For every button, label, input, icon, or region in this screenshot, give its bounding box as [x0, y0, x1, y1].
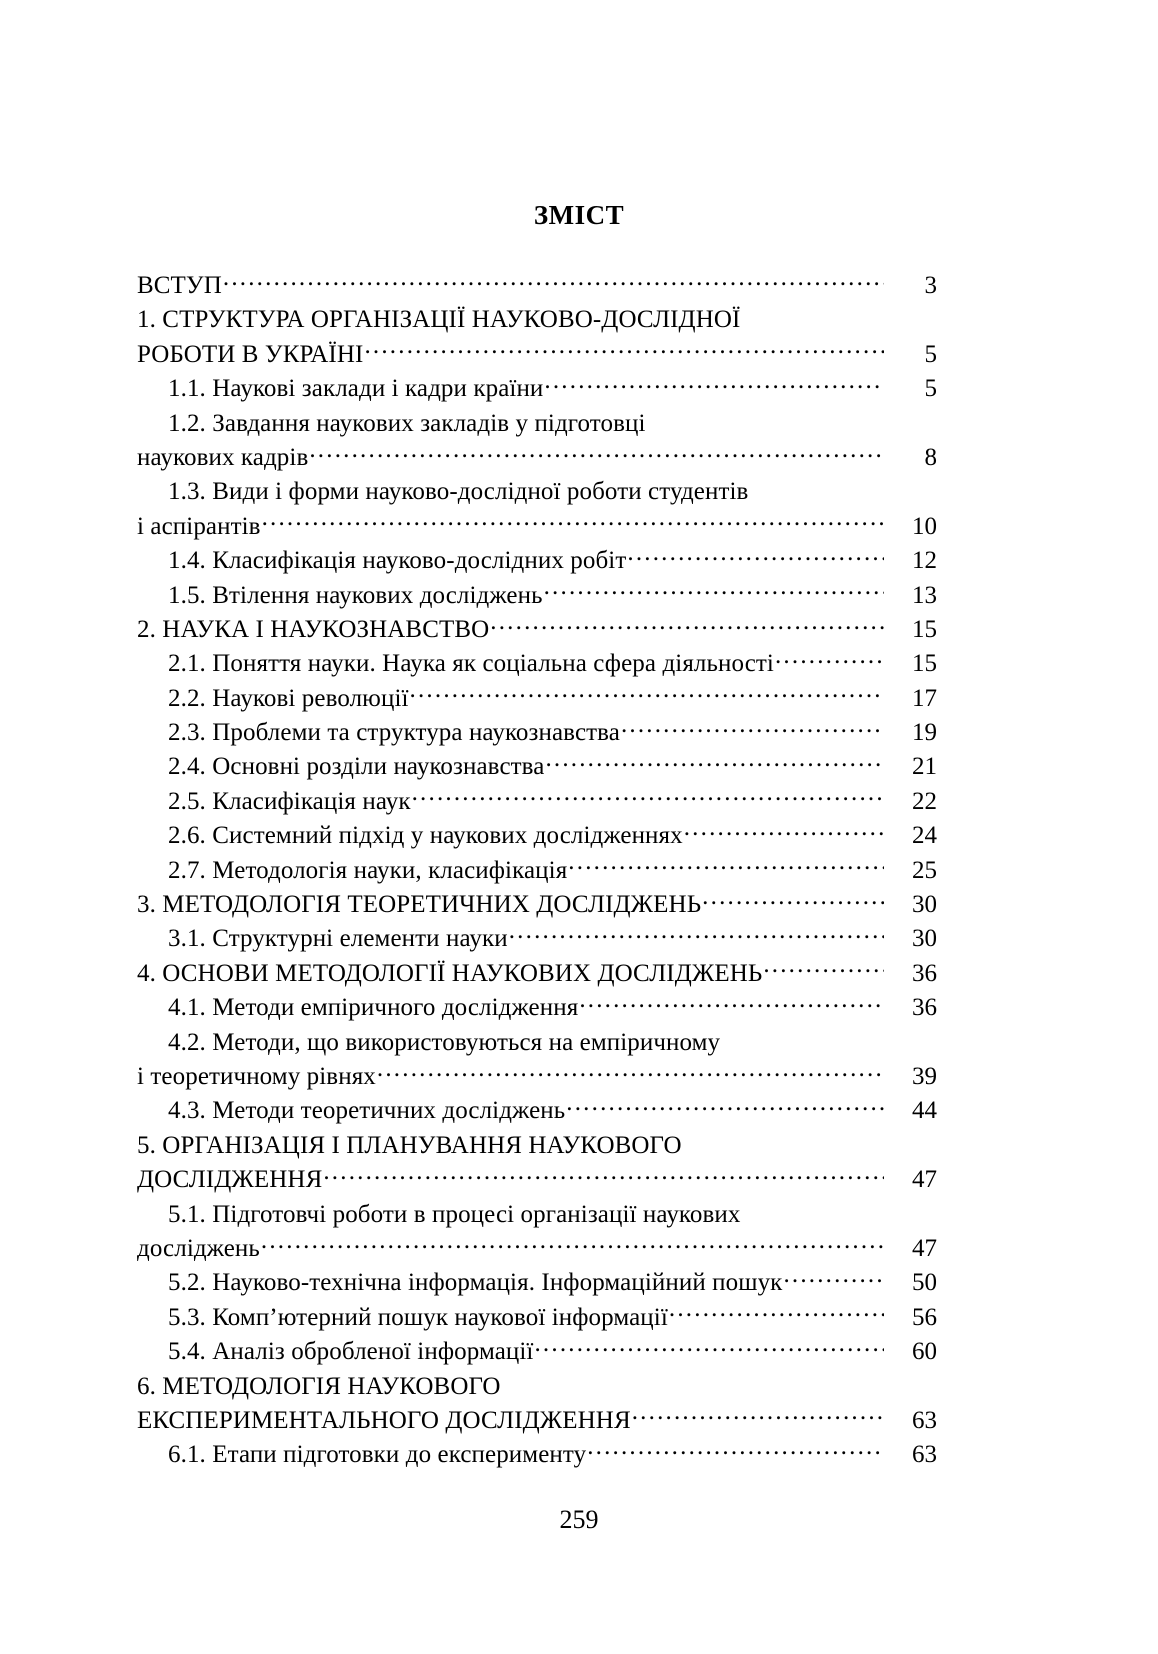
toc-entry-label: 6. МЕТОДОЛОГІЯ НАУКОВОГО: [137, 1372, 501, 1400]
toc-dot-leader: [509, 921, 884, 946]
toc-dot-leader: [410, 681, 884, 706]
toc-entry[interactable]: [137, 474, 937, 508]
toc-entry-page-number: 25: [912, 856, 937, 884]
toc-dot-leader: [545, 749, 884, 774]
toc-dot-leader: [669, 1300, 884, 1325]
toc-dot-leader: [261, 1231, 884, 1256]
table-of-contents: [137, 268, 937, 1472]
toc-dot-leader: [544, 578, 884, 603]
toc-entry-label: 2.2. Наукові революції: [168, 684, 409, 712]
toc-entry-label: РОБОТИ В УКРАЇНІ: [137, 340, 364, 368]
toc-entry-label: ВСТУП: [137, 272, 222, 299]
toc-dot-leader: [627, 543, 884, 568]
toc-entry[interactable]: [137, 715, 937, 749]
toc-dot-leader: [490, 612, 884, 637]
toc-entry[interactable]: [137, 1300, 937, 1334]
toc-dot-leader: [579, 990, 884, 1015]
toc-entry[interactable]: [137, 1403, 937, 1437]
toc-entry-label: 5.2. Науково-технічна інформація. Інформаційний пошук: [168, 1269, 783, 1297]
toc-entry-page-number: 22: [912, 787, 937, 815]
toc-entry[interactable]: [137, 337, 937, 371]
toc-entry[interactable]: [137, 1231, 937, 1265]
toc-entry-label: 4.1. Методи емпіричного дослідження: [168, 994, 579, 1022]
toc-dot-leader: [775, 646, 884, 671]
toc-entry[interactable]: [137, 1197, 937, 1231]
toc-entry-page-number: 3: [924, 272, 937, 299]
toc-entry-page-number: 63: [912, 1406, 937, 1434]
toc-entry[interactable]: [137, 887, 937, 921]
toc-entry-label: і аспірантів: [137, 512, 261, 540]
toc-entry-page-number: 12: [912, 547, 937, 575]
toc-dot-leader: [262, 509, 884, 534]
page-title: ЗМІСТ: [533, 200, 625, 230]
toc-entry-label: 4.2. Методи, що використовуються на емпіричному: [168, 1028, 721, 1056]
toc-dot-leader: [702, 887, 884, 912]
toc-entry-page-number: 19: [912, 719, 937, 747]
toc-entry[interactable]: [137, 268, 937, 302]
toc-entry[interactable]: [137, 1128, 937, 1162]
toc-dot-leader: [309, 440, 884, 465]
toc-entry[interactable]: [137, 990, 937, 1024]
toc-entry-label: 3.1. Структурні елементи науки: [168, 925, 508, 953]
toc-entry-label: наукових кадрів: [137, 443, 309, 471]
toc-entry-page-number: 24: [912, 822, 937, 850]
toc-entry-page-number: 63: [912, 1441, 937, 1469]
toc-entry-label: 1.4. Класифікація науково-дослідних робіт: [168, 547, 627, 575]
toc-entry-label: 5. ОРГАНІЗАЦІЯ І ПЛАНУВАННЯ НАУКОВОГО: [137, 1131, 682, 1159]
toc-entry[interactable]: [137, 784, 937, 818]
toc-entry-label: 2.4. Основні розділи наукознавства: [168, 753, 545, 781]
toc-entry[interactable]: [137, 1369, 937, 1403]
toc-dot-leader: [323, 1162, 884, 1187]
toc-dot-leader: [742, 1197, 885, 1222]
toc-entry-page-number: 5: [924, 340, 937, 368]
toc-entry[interactable]: [137, 440, 937, 474]
toc-entry[interactable]: [137, 646, 937, 680]
toc-entry[interactable]: [137, 921, 937, 955]
toc-entry-label: 2.6. Системний підхід у наукових дослідженнях: [168, 822, 683, 850]
toc-entry[interactable]: [137, 853, 937, 887]
toc-entry-page-number: 30: [912, 891, 937, 919]
toc-dot-leader: [568, 853, 884, 878]
toc-entry-label: і теоретичному рівнях: [137, 1062, 376, 1090]
toc-dot-leader: [412, 784, 884, 809]
toc-entry-label: 5.3. Комп’ютерний пошук наукової інформації: [168, 1303, 668, 1331]
toc-entry-label: 4. ОСНОВИ МЕТОДОЛОГІЇ НАУКОВИХ ДОСЛІДЖЕНЬ: [137, 959, 763, 987]
toc-entry-page-number: 13: [912, 581, 937, 609]
toc-entry[interactable]: [137, 1093, 937, 1127]
toc-entry[interactable]: [137, 1437, 937, 1471]
toc-entry[interactable]: [137, 302, 937, 336]
toc-dot-leader: [632, 1403, 884, 1428]
toc-dot-leader: [749, 474, 884, 499]
toc-dot-leader: [783, 1265, 884, 1290]
toc-entry-page-number: 50: [912, 1269, 937, 1297]
toc-entry-page-number: 10: [912, 512, 937, 540]
toc-entry-page-number: 56: [912, 1303, 937, 1331]
toc-entry[interactable]: [137, 749, 937, 783]
toc-entry[interactable]: [137, 578, 937, 612]
toc-entry-label: 1.2. Завдання наукових закладів у підготовці: [168, 409, 646, 437]
toc-entry-label: 2.7. Методологія науки, класифікація: [168, 856, 568, 884]
toc-entry-page-number: 17: [912, 684, 937, 712]
toc-entry-label: 1.3. Види і форми науково-дослідної роботи студентів: [168, 478, 749, 506]
toc-entry[interactable]: [137, 956, 937, 990]
toc-dot-leader: [721, 1025, 884, 1050]
toc-entry[interactable]: [137, 612, 937, 646]
toc-dot-leader: [377, 1059, 884, 1084]
toc-dot-leader: [683, 1128, 884, 1153]
toc-dot-leader: [647, 406, 884, 431]
toc-entry-page-number: 15: [912, 650, 937, 678]
toc-entry-page-number: 15: [912, 615, 937, 643]
toc-entry-label: 1.1. Наукові заклади і кадри країни: [168, 375, 544, 403]
toc-entry[interactable]: [137, 1334, 937, 1368]
toc-dot-leader: [223, 268, 884, 293]
toc-entry-page-number: 44: [912, 1097, 937, 1125]
toc-dot-leader: [364, 337, 884, 362]
toc-entry-label: 5.4. Аналіз обробленої інформації: [168, 1338, 534, 1366]
toc-entry[interactable]: [137, 1025, 937, 1059]
toc-entry[interactable]: [137, 1265, 937, 1299]
toc-entry-label: ДОСЛІДЖЕННЯ: [137, 1166, 323, 1194]
toc-entry-page-number: 30: [912, 925, 937, 953]
toc-dot-leader: [587, 1437, 884, 1462]
toc-entry-label: 2.3. Проблеми та структура наукознавства: [168, 719, 620, 747]
toc-entry-page-number: 60: [912, 1338, 937, 1366]
footer-page-number: 259: [559, 1505, 599, 1534]
toc-dot-leader: [763, 956, 884, 981]
toc-entry-label: 6.1. Етапи підготовки до експерименту: [168, 1441, 587, 1469]
toc-entry-label: 4.3. Методи теоретичних досліджень: [168, 1097, 566, 1125]
toc-entry-page-number: 39: [912, 1062, 937, 1090]
toc-entry[interactable]: [137, 509, 937, 543]
toc-entry-page-number: 5: [924, 375, 937, 403]
toc-entry-page-number: 36: [912, 994, 937, 1022]
toc-entry-label: 2. НАУКА І НАУКОЗНАВСТВО: [137, 615, 490, 643]
toc-entry-label: досліджень: [137, 1234, 260, 1262]
toc-entry[interactable]: [137, 1162, 937, 1196]
toc-dot-leader: [534, 1334, 884, 1359]
toc-entry-label: 5.1. Підготовчі роботи в процесі організації наукових: [168, 1200, 741, 1228]
toc-entry-page-number: 21: [912, 753, 937, 781]
toc-entry-label: 2.5. Класифікація наук: [168, 787, 411, 815]
toc-entry-page-number: 36: [912, 959, 937, 987]
toc-entry-page-number: 8: [924, 443, 937, 471]
toc-dot-leader: [741, 302, 884, 327]
toc-entry-label: 2.1. Поняття науки. Наука як соціальна сфера діяльності: [168, 650, 774, 678]
toc-entry-label: 1. СТРУКТУРА ОРГАНІЗАЦІЇ НАУКОВО-ДОСЛІДНОЇ: [137, 306, 741, 334]
toc-entry[interactable]: [137, 681, 937, 715]
toc-entry[interactable]: [137, 371, 937, 405]
toc-dot-leader: [684, 818, 884, 843]
toc-dot-leader: [566, 1093, 884, 1118]
toc-entry-page-number: 47: [912, 1234, 937, 1262]
toc-entry-label: 3. МЕТОДОЛОГІЯ ТЕОРЕТИЧНИХ ДОСЛІДЖЕНЬ: [137, 891, 702, 919]
toc-dot-leader: [502, 1369, 884, 1394]
toc-entry[interactable]: [137, 1059, 937, 1093]
toc-entry[interactable]: [137, 406, 937, 440]
toc-entry-page-number: 47: [912, 1166, 937, 1194]
toc-dot-leader: [544, 371, 884, 396]
toc-entry[interactable]: [137, 818, 937, 852]
toc-dot-leader: [621, 715, 884, 740]
toc-entry-label: 1.5. Втілення наукових досліджень: [168, 581, 543, 609]
toc-entry-label: ЕКСПЕРИМЕНТАЛЬНОГО ДОСЛІДЖЕННЯ: [137, 1406, 631, 1434]
toc-entry[interactable]: [137, 543, 937, 577]
